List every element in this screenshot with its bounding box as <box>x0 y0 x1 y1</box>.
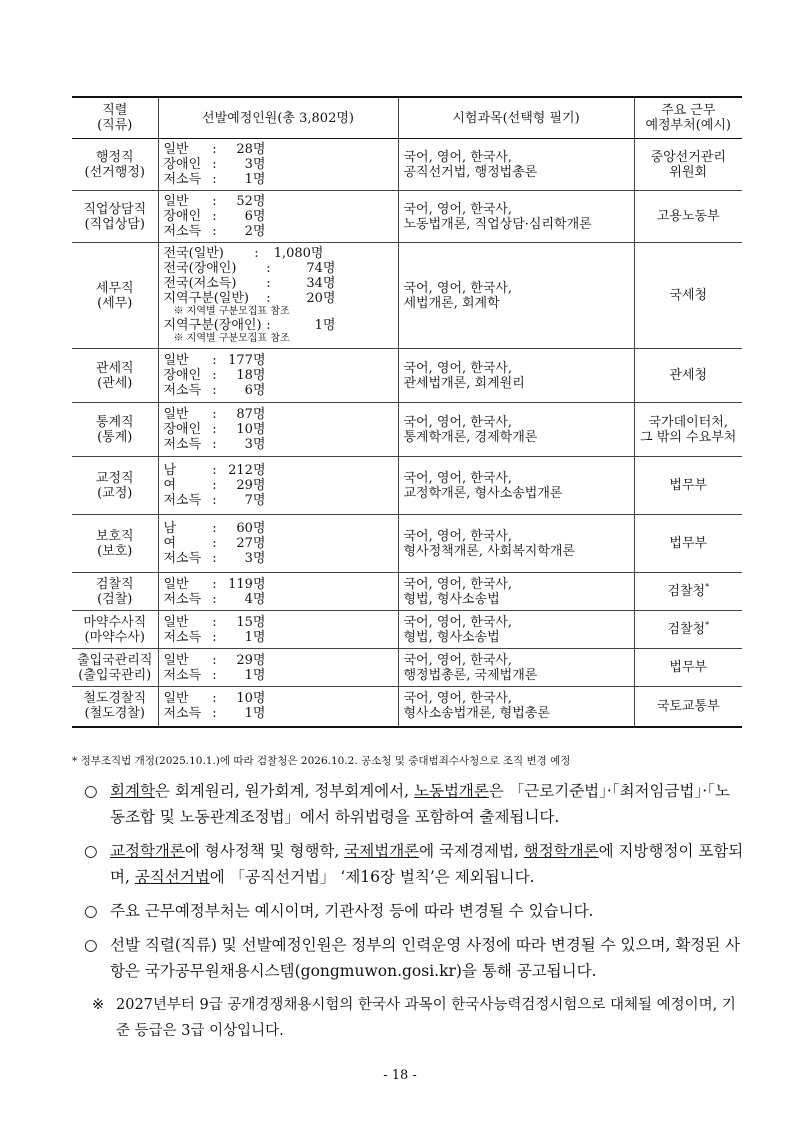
note-term: 국제법개론 <box>344 842 420 860</box>
role-cell <box>72 191 158 243</box>
note-term: 공직선거법 <box>134 868 210 886</box>
subjects-cell <box>398 515 634 573</box>
quota-colon: : <box>266 291 271 306</box>
quota-colon: : <box>266 276 271 291</box>
dept-cell <box>634 573 742 611</box>
quota-colon: : <box>266 318 271 333</box>
note-segment: 선발 직렬(직류) 및 선발예정인원은 정부의 인력운영 사정에 따라 변경될 수 있으며, 확정된 사항은 국가공무원채용시스템(gongmuwon.gosi.kr)을 통해 공고됩니다. <box>110 936 741 980</box>
quota-label: 일반 <box>163 691 189 707</box>
circle-bullet-icon: ○ <box>84 842 98 860</box>
dept-cell <box>634 457 742 515</box>
dept-text: 국세청 <box>669 288 708 303</box>
role-cell <box>72 649 158 687</box>
dept-text: 중앙선거관리 위원회 <box>650 149 726 180</box>
subjects-text: 국어, 영어, 한국사, 형사소송법개론, 형법총론 <box>403 691 550 722</box>
dept-text: 검찰청 <box>667 622 706 637</box>
quota-cell <box>158 573 398 611</box>
quota-count: 1명 <box>244 667 266 683</box>
role-cell <box>72 243 158 349</box>
quota-colon: : <box>212 478 217 493</box>
quota-label: 저소득 <box>163 551 202 566</box>
table-header-row <box>72 97 742 139</box>
role-text: 보호직 (보호) <box>95 528 134 559</box>
note-term: 노동법개론 <box>414 782 489 800</box>
role-text: 철도경찰직 (철도경찰) <box>83 691 147 722</box>
note-segment: 에 지방행정이 포함되며, <box>110 842 744 886</box>
note-text <box>110 838 744 890</box>
recruitment-table <box>72 96 742 728</box>
subjects-text: 국어, 영어, 한국사, 교정학개론, 형사소송법개론 <box>403 470 563 501</box>
quota-count: 3명 <box>244 437 266 452</box>
role-text: 교정직 (교정) <box>95 470 134 501</box>
note-item <box>84 932 744 984</box>
note-item <box>84 778 744 830</box>
table-row <box>72 403 742 457</box>
table-row <box>72 687 742 727</box>
note-segment: 에 형사정책 및 형행학, <box>184 842 345 860</box>
note-text <box>110 898 744 924</box>
quota-cell <box>158 515 398 573</box>
dept-cell <box>634 611 742 649</box>
quota-colon: : <box>212 142 217 157</box>
quota-label: 저소득 <box>163 493 202 508</box>
dept-text: 고용노동부 <box>656 209 720 224</box>
header-dept: 주요 근무 예정부처(예시) <box>634 97 742 139</box>
role-text: 검찰직 (검찰) <box>95 576 134 607</box>
table-row <box>72 243 742 349</box>
quota-count: 34명 <box>306 276 336 291</box>
circle-bullet-icon: ○ <box>84 782 98 800</box>
quota-count: 52명 <box>236 194 266 209</box>
quota-count: 18명 <box>236 368 266 383</box>
quota-label: 여 <box>163 478 177 493</box>
quota-colon: : <box>212 691 217 707</box>
quota-colon: : <box>212 407 217 422</box>
quota-line <box>164 577 393 592</box>
quota-note: ※ 지역별 구분모집표 참조 <box>173 306 290 317</box>
quota-count: 3명 <box>244 157 266 172</box>
quota-label: 일반 <box>163 407 189 422</box>
quota-label: 전국(일반) <box>163 246 224 261</box>
quota-line <box>164 276 393 291</box>
reference-mark: ※ <box>92 997 105 1013</box>
quota-label: 전국(장애인) <box>163 261 237 276</box>
quota-count: 1명 <box>314 318 336 333</box>
quota-count: 29명 <box>236 478 266 493</box>
role-cell <box>72 515 158 573</box>
quota-count: 6명 <box>244 383 266 398</box>
quota-count: 29명 <box>236 652 266 668</box>
quota-line <box>164 551 393 566</box>
dept-cell <box>634 515 742 573</box>
quota-count: 1,080명 <box>273 246 324 261</box>
quota-colon: : <box>212 551 217 566</box>
quota-count: 10명 <box>236 422 266 437</box>
dept-cell <box>634 191 742 243</box>
subjects-cell <box>398 457 634 515</box>
note-segment: 은 「근로기준법」·「최저임금법」·「노동조합 및 노동관계조정법」에서 하위법령을 포함하여 출제됩니다. <box>110 782 730 826</box>
reference-text: 2027년부터 9급 공개경쟁채용시험의 한국사 과목이 한국사능력검정시험으로 대체될 예정이며, 기준 등급은 3급 이상입니다. <box>116 997 736 1039</box>
quota-label: 저소득 <box>163 706 202 722</box>
note-text <box>110 778 744 830</box>
quota-colon: : <box>254 246 259 261</box>
quota-label: 장애인 <box>163 157 202 172</box>
role-cell <box>72 139 158 191</box>
quota-label: 지역구분(일반) <box>163 291 249 306</box>
subjects-cell <box>398 687 634 727</box>
quota-line <box>164 706 393 721</box>
header-subjects: 시험과목(선택형 필기) <box>398 97 634 139</box>
table-row <box>72 457 742 515</box>
quota-line <box>164 142 393 157</box>
subjects-cell <box>398 611 634 649</box>
quota-count: 119명 <box>228 576 266 592</box>
quota-colon: : <box>212 353 217 368</box>
dept-cell <box>634 403 742 457</box>
circle-bullet-icon: ○ <box>84 936 98 954</box>
quota-line <box>164 383 393 398</box>
quota-label: 저소득 <box>163 224 202 239</box>
dept-cell <box>634 687 742 727</box>
quota-colon: : <box>212 383 217 398</box>
quota-line <box>164 353 393 368</box>
table-footnote: * 정부조직법 개정(2025.10.1.)에 따라 검찰청은 2026.10.2. 공소청 및 중대범죄수사청으로 조직 변경 예정 <box>72 755 571 767</box>
note-segment: 주요 근무예정부처는 예시이며, 기관사정 등에 따라 변경될 수 있습니다. <box>110 902 594 920</box>
dept-cell <box>634 139 742 191</box>
dept-text: 법무부 <box>669 660 708 675</box>
role-text: 직업상담직 (직업상담) <box>83 201 147 232</box>
dept-text: 국토교통부 <box>656 698 720 714</box>
note-item <box>84 898 744 924</box>
quota-colon: : <box>212 194 217 209</box>
quota-line <box>164 478 393 493</box>
subjects-cell <box>398 191 634 243</box>
quota-count: 1명 <box>244 629 266 645</box>
role-text: 관세직 (관세) <box>95 360 134 391</box>
quota-count: 3명 <box>244 551 266 566</box>
quota-colon: : <box>212 493 217 508</box>
quota-colon: : <box>212 614 217 630</box>
note-text <box>110 932 744 984</box>
quota-line <box>164 157 393 172</box>
table-row <box>72 611 742 649</box>
dept-text: 국가데이터처, 그 밖의 수요부처 <box>640 414 737 445</box>
subjects-text: 국어, 영어, 한국사, 형사정책개론, 사회복지학개론 <box>403 528 576 559</box>
quota-line <box>164 691 393 706</box>
table-row <box>72 573 742 611</box>
quota-line <box>164 422 393 437</box>
quota-colon: : <box>212 368 217 383</box>
quota-line <box>164 536 393 551</box>
subjects-text: 국어, 영어, 한국사, 형법, 형사소송법 <box>403 614 513 645</box>
quota-line <box>164 615 393 630</box>
quota-colon: : <box>212 422 217 437</box>
role-cell <box>72 611 158 649</box>
note-item <box>84 838 744 890</box>
header-quota: 선발예정인원(총 3,802명) <box>158 97 398 139</box>
table-row <box>72 515 742 573</box>
role-cell <box>72 349 158 403</box>
quota-count: 212명 <box>228 463 266 478</box>
quota-label: 남 <box>163 463 177 478</box>
quota-count: 87명 <box>236 407 266 422</box>
quota-line <box>164 209 393 224</box>
quota-label: 장애인 <box>163 422 202 437</box>
quota-count: 28명 <box>236 142 266 157</box>
quota-line <box>164 318 393 333</box>
quota-line <box>164 630 393 645</box>
subjects-cell <box>398 649 634 687</box>
table-row <box>72 191 742 243</box>
quota-count: 6명 <box>244 209 266 224</box>
subjects-cell <box>398 243 634 349</box>
quota-label: 저소득 <box>163 172 202 187</box>
quota-count: 177명 <box>228 353 266 368</box>
quota-line <box>164 437 393 452</box>
quota-label: 일반 <box>163 576 189 592</box>
page-number: - 18 - <box>383 1068 417 1083</box>
role-text: 행정직 (선거행정) <box>84 149 145 180</box>
quota-label: 일반 <box>163 142 189 157</box>
quota-label: 저소득 <box>163 629 202 645</box>
role-cell <box>72 573 158 611</box>
role-cell <box>72 403 158 457</box>
subjects-text: 국어, 영어, 한국사, 통계학개론, 경제학개론 <box>403 414 538 445</box>
subjects-text: 국어, 영어, 한국사, 노동법개론, 직업상담·심리학개론 <box>403 201 592 232</box>
subjects-text: 국어, 영어, 한국사, 형법, 형사소송법 <box>403 576 513 607</box>
quota-cell <box>158 349 398 403</box>
role-cell <box>72 687 158 727</box>
quota-colon: : <box>212 576 217 592</box>
quota-label: 장애인 <box>163 209 202 224</box>
quota-colon: : <box>212 667 217 683</box>
quota-colon: : <box>212 652 217 668</box>
quota-colon: : <box>212 437 217 452</box>
dept-cell <box>634 349 742 403</box>
quota-colon: : <box>212 172 217 187</box>
dept-text: 관세청 <box>669 368 708 383</box>
circle-bullet-icon: ○ <box>84 902 98 920</box>
quota-cell <box>158 649 398 687</box>
quota-colon: : <box>212 521 217 536</box>
note-segment: 에 국제경제법, <box>419 842 524 860</box>
subjects-cell <box>398 349 634 403</box>
subjects-cell <box>398 403 634 457</box>
quota-count: 20명 <box>306 291 336 306</box>
quota-cell <box>158 139 398 191</box>
table-row <box>72 649 742 687</box>
quota-count: 15명 <box>236 614 266 630</box>
dept-text: 검찰청 <box>667 584 706 599</box>
quota-line <box>164 172 393 187</box>
quota-colon: : <box>212 157 217 172</box>
quota-label: 일반 <box>163 614 189 630</box>
quota-label: 저소득 <box>163 437 202 452</box>
reference-note <box>92 992 742 1044</box>
quota-line <box>164 291 393 306</box>
quota-colon: : <box>212 591 217 607</box>
quota-label: 지역구분(장애인) <box>163 318 262 333</box>
quota-colon: : <box>266 261 271 276</box>
quota-count: 10명 <box>236 691 266 707</box>
quota-count: 2명 <box>244 224 266 239</box>
header-role: 직렬 (직류) <box>72 97 158 139</box>
quota-colon: : <box>212 209 217 224</box>
quota-label: 일반 <box>163 652 189 668</box>
role-cell <box>72 457 158 515</box>
note-term: 회계학 <box>110 782 155 800</box>
quota-line <box>164 368 393 383</box>
quota-label: 저소득 <box>163 591 202 607</box>
quota-label: 남 <box>163 521 177 536</box>
quota-line <box>164 592 393 607</box>
quota-colon: : <box>212 463 217 478</box>
subjects-text: 국어, 영어, 한국사, 행정법총론, 국제법개론 <box>403 652 538 683</box>
quota-line <box>164 668 393 683</box>
quota-line <box>164 246 393 261</box>
subjects-text: 국어, 영어, 한국사, 공직선거법, 행정법총론 <box>403 149 538 180</box>
quota-count: 4명 <box>244 591 266 607</box>
quota-cell <box>158 611 398 649</box>
quota-cell <box>158 687 398 727</box>
quota-cell <box>158 403 398 457</box>
quota-label: 장애인 <box>163 368 202 383</box>
quota-cell <box>158 191 398 243</box>
note-term: 행정학개론 <box>523 842 599 860</box>
quota-note: ※ 지역별 구분모집표 참조 <box>173 333 290 344</box>
quota-label: 일반 <box>163 353 189 368</box>
table-row <box>72 349 742 403</box>
quota-cell <box>158 457 398 515</box>
quota-count: 1명 <box>244 706 266 722</box>
note-segment: 은 회계원리, 원가회계, 정부회계에서, <box>154 782 415 800</box>
quota-colon: : <box>212 629 217 645</box>
role-text: 세무직 (세무) <box>95 280 134 311</box>
notes-list <box>84 778 744 992</box>
quota-colon: : <box>212 536 217 551</box>
quota-line <box>164 653 393 668</box>
quota-line <box>164 261 393 276</box>
subjects-text: 국어, 영어, 한국사, 세법개론, 회계학 <box>403 280 513 311</box>
quota-count: 1명 <box>244 172 266 187</box>
subjects-cell <box>398 139 634 191</box>
quota-count: 74명 <box>306 261 336 276</box>
role-text: 통계직 (통계) <box>95 414 134 445</box>
quota-line <box>164 194 393 209</box>
role-text: 마약수사직 (마약수사) <box>83 614 147 645</box>
quota-count: 60명 <box>236 521 266 536</box>
quota-cell <box>158 243 398 349</box>
note-term: 교정학개론 <box>110 842 185 860</box>
dept-star-mark: * <box>705 620 710 630</box>
role-text: 출입국관리직 (출입국관리) <box>77 652 153 683</box>
dept-star-mark: * <box>705 582 710 592</box>
quota-line <box>164 521 393 536</box>
subjects-text: 국어, 영어, 한국사, 관세법개론, 회계원리 <box>403 360 525 391</box>
note-segment: 에 「공직선거법」 ‘제16장 벌칙’은 제외됩니다. <box>209 868 535 886</box>
quota-colon: : <box>212 224 217 239</box>
dept-text: 법무부 <box>669 536 708 551</box>
quota-count: 7명 <box>244 493 266 508</box>
quota-label: 저소득 <box>163 667 202 683</box>
quota-label: 일반 <box>163 194 189 209</box>
dept-cell <box>634 649 742 687</box>
quota-count: 27명 <box>236 536 266 551</box>
quota-label: 전국(저소득) <box>163 276 237 291</box>
quota-line <box>164 493 393 508</box>
dept-cell <box>634 243 742 349</box>
table-row <box>72 139 742 191</box>
quota-line <box>164 463 393 478</box>
quota-line <box>164 407 393 422</box>
quota-colon: : <box>212 706 217 722</box>
dept-text: 법무부 <box>669 478 708 493</box>
quota-label: 여 <box>163 536 177 551</box>
subjects-cell <box>398 573 634 611</box>
quota-line <box>164 224 393 239</box>
quota-label: 저소득 <box>163 383 202 398</box>
